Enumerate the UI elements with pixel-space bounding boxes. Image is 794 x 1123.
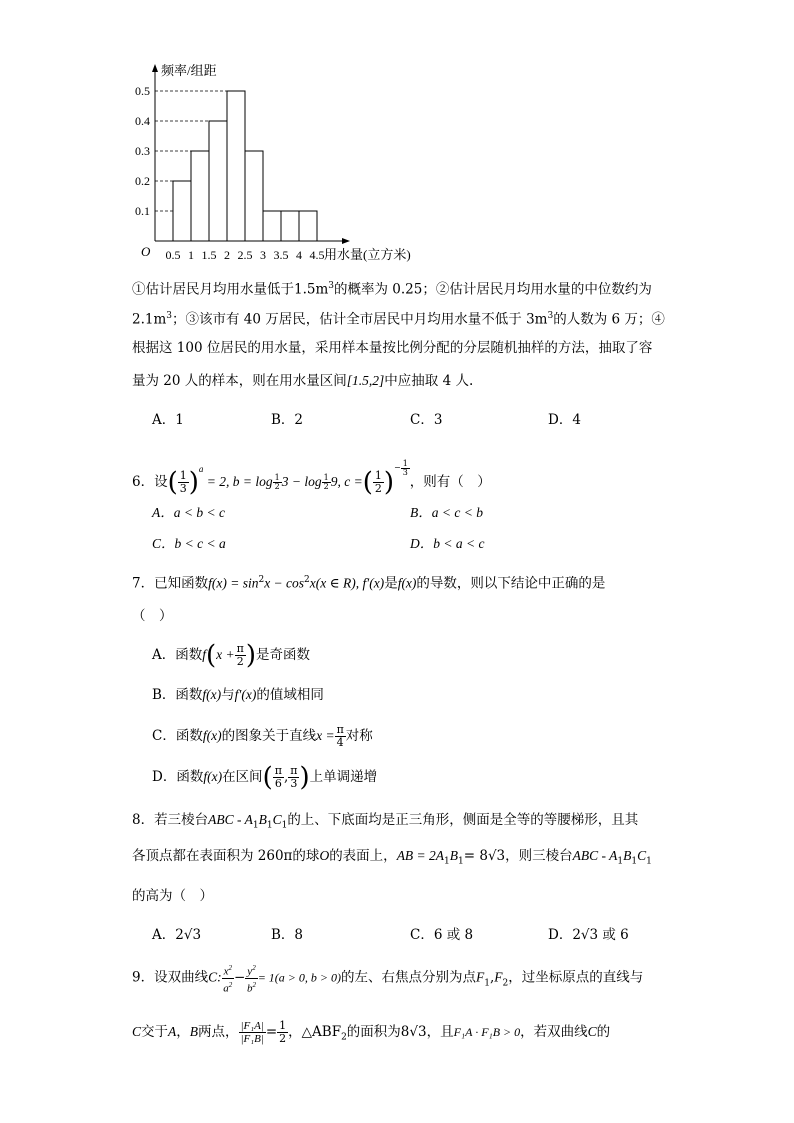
y-axis-arrow-icon [152,64,158,72]
q6-option-c[interactable]: C．b < c < a [152,536,226,551]
q9-stem-line-1: 9．设双曲线C: $\frac{x^2}{a^2}$ − $\frac{y^2}{b^2}$ = 1(a > 0, b > 0)的左、右焦点分别为点$F_1,F_2$，过坐标原点的直线与 [132,964,644,995]
q6-option-a[interactable]: A．a < b < c [152,505,225,520]
x-tick-label: 2 [224,248,230,262]
q5-option-a[interactable]: A．1 [152,412,184,428]
x-axis-arrow-icon [342,238,350,244]
x-tick-label: 0.5 [165,248,181,262]
y-tick-label: 0.3 [135,144,150,158]
q8-stem-line-3: 的高为（ ） [132,888,213,904]
x-tick-label: 4.5 [309,248,325,262]
q8-option-b[interactable]: B．8 [271,927,304,943]
q5-option-b[interactable]: B．2 [271,412,304,428]
q6-option-d[interactable]: D．b < a < c [410,536,485,551]
q5-option-d[interactable]: D．4 [548,412,581,428]
hist-bar [245,151,263,241]
q7-option-a[interactable]: A．函数f(x + $\frac{\pi}{2}$ )是奇函数 [152,640,311,671]
q7-stem-line-1: 7．已知函数$f(x) = \sin^2x - \cos^2x(x$ ∈ R), f′(x)是f(x)的导数，则以下结论中正确的是 [132,575,606,592]
x-tick-label: 1 [188,248,194,262]
q7-option-b[interactable]: B．函数f(x)与f′(x)的值域相同 [152,687,324,703]
hist-bars [173,91,317,241]
hist-bar [263,211,281,241]
q8-stem-line-2: 各顶点都在表面积为 260π的球O的表面上，AB = $2A_1B_1= 8√3$，则三棱台ABC - $A_1B_1C_1$ [132,848,652,867]
x-tick-labels [166,248,325,262]
q7-option-d[interactable]: D．函数f(x)在区间( $\frac{\pi}{6}$ , $\frac{\pi}{3}$ )上单调递增 [152,762,378,793]
x-tick-label: 2.5 [237,248,253,262]
y-tick-label: 0.1 [135,204,150,218]
x-tick-label: 1.5 [201,248,217,262]
x-tick-label: 4 [296,248,302,262]
y-tick-label: 0.5 [135,84,150,98]
hist-bar [191,151,209,241]
q7-stem-line-2: （ ） [132,608,173,624]
q7-option-c[interactable]: C．函数f(x)的图象关于直线x = $\frac{\pi}{4}$ 对称 [152,723,373,749]
y-tick-label: 0.4 [135,114,150,128]
histogram-chart [128,58,428,263]
q5-line-1: ①估计居民月均用水量低于$1.5m^3$的概率为 0.25；②估计居民月均用水量的中位数约为 [132,281,652,298]
y-tick-labels [135,84,150,218]
y-tick-label: 0.2 [135,174,150,188]
q5-option-c[interactable]: C．3 [410,412,443,428]
x-axis-label: 用水量(立方米) [324,247,411,262]
q8-option-a[interactable]: A．2√3 [152,927,202,943]
x-tick-label: 3 [260,248,266,262]
hist-bar [227,91,245,241]
q6-stem: 6．设( $\frac{1}{3}$ )$^a$ = 2, b = log $\frac{1}{2}$ 3 − log $\frac{1}{2}$ 9, c =( $\frac{1}{2}$ )$^{- \frac{1}{3}}$ ，则有（ ） [132,458,491,498]
q5-line-4: 量为 20 人的样本，则在用水量区间[1.5,2]中应抽取 4 人. [132,373,474,389]
x-tick-label: 3.5 [273,248,289,262]
hist-bar [173,181,191,241]
q6-option-b[interactable]: B．a < c < b [410,505,483,520]
q8-option-d[interactable]: D．2√3 或 6 [548,927,629,943]
hist-bar [281,211,299,241]
y-axis-label: 频率/组距 [161,63,217,78]
q5-line-3: 根据这 100 位居民的用水量，采用样本量按比例分配的分层随机抽样的方法，抽取了容 [132,340,653,356]
q8-option-c[interactable]: C．6 或 8 [410,927,474,943]
q5-line-2: $2.1m^3$；③该市有 40 万居民，估计全市居民中月均用水量不低于 $3m^3$的人数为 6 万；④ [132,311,665,328]
q9-stem-line-2: C交于A，B两点， $\frac{\text{|F₁A|}}{\text{|F₁B|}}$ = $\frac{1}{2}$ ，$\triangle ABF_2$的面积为8√3，且F₁A · F₁B > 0，若双曲线C的 [132,1019,611,1045]
origin-label: O [141,244,151,259]
q8-stem-line-1: 8．若三棱台ABC - $A_1B_1C_1$的上、下底面均是正三角形，侧面是全等的等腰梯形，且其 [132,812,639,831]
hist-bar [299,211,317,241]
hist-bar [209,121,227,241]
